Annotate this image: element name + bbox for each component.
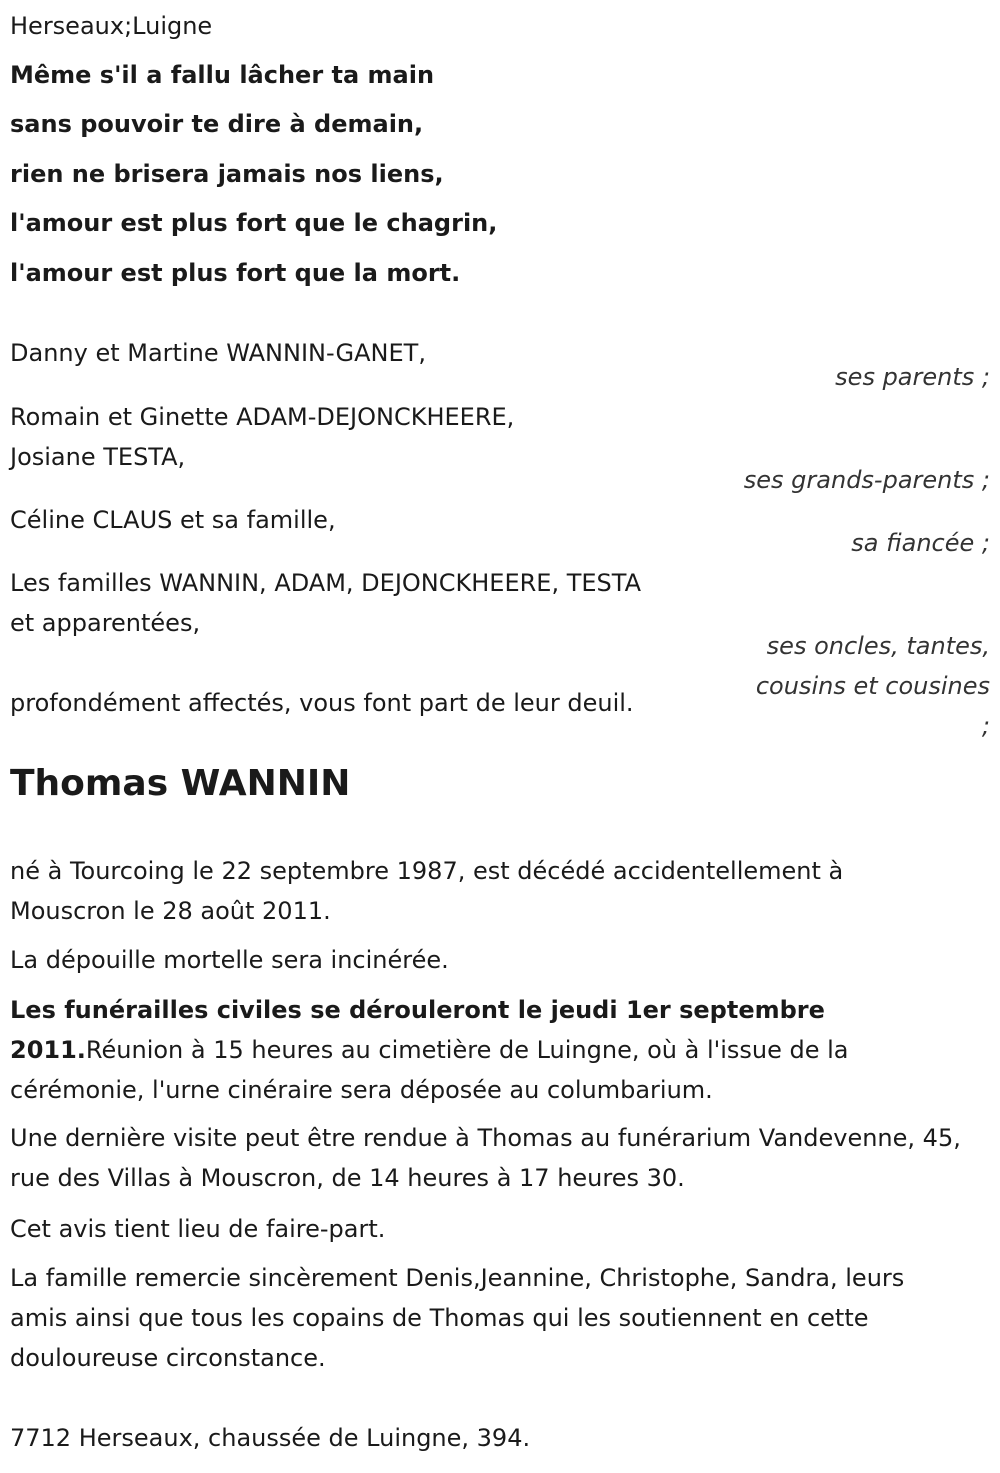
birth-text: né à Tourcoing le 22 septembre 1987, est décédé accidentellement à Mouscron le 28 août 2011. bbox=[10, 857, 844, 925]
funeral-rest: Réunion à 15 heures au cimetière de Luingne, où à l'issue de la cérémonie, l'urne cinéraire sera déposée au columbarium. bbox=[10, 1036, 849, 1104]
fiancee-name: Céline CLAUS et sa famille, bbox=[10, 506, 336, 534]
parents-names: Danny et Martine WANNIN-GANET, bbox=[10, 339, 426, 367]
funeral-bold: Les funérailles civiles se dérouleront le jeudi 1er septembre 2011. bbox=[10, 996, 825, 1064]
families-names: et apparentées, bbox=[10, 609, 201, 637]
poem-line: Même s'il a fallu lâcher ta main bbox=[10, 61, 435, 89]
families-role: ; bbox=[981, 712, 990, 740]
families-names: Les familles WANNIN, ADAM, DEJONCKHEERE, TESTA bbox=[10, 569, 641, 597]
cremation-text: La dépouille mortelle sera incinérée. bbox=[10, 946, 449, 974]
poem-line: rien ne brisera jamais nos liens, bbox=[10, 160, 444, 188]
grandparents-role: ses grands-parents ; bbox=[743, 466, 990, 494]
notice-text: Cet avis tient lieu de faire-part. bbox=[10, 1215, 386, 1243]
funeral-paragraph bbox=[10, 990, 930, 1110]
poem-line: l'amour est plus fort que la mort. bbox=[10, 259, 461, 287]
address: 7712 Herseaux, chaussée de Luingne, 394. bbox=[10, 1424, 531, 1452]
header-location: Herseaux;Luigne bbox=[10, 12, 213, 40]
grandparents-names: Josiane TESTA, bbox=[10, 443, 186, 471]
thanks-text: La famille remercie sincèrement Denis,Jeannine, Christophe, Sandra, leurs amis ainsi que tous les copains de Thomas qui les soutiennent en cette douloureuse circonstance. bbox=[10, 1264, 905, 1372]
parents-role: ses parents ; bbox=[835, 363, 990, 391]
poem-line: l'amour est plus fort que le chagrin, bbox=[10, 209, 498, 237]
fiancee-role: sa fiancée ; bbox=[851, 529, 990, 557]
grandparents-names: Romain et Ginette ADAM-DEJONCKHEERE, bbox=[10, 403, 515, 431]
visit-text: Une dernière visite peut être rendue à Thomas au funérarium Vandevenne, 45, rue des Villas à Mouscron, de 14 heures à 17 heures 30. bbox=[10, 1124, 961, 1192]
families-role: cousins et cousines bbox=[755, 672, 990, 700]
closing-text: profondément affectés, vous font part de leur deuil. bbox=[10, 689, 634, 717]
families-role: ses oncles, tantes, bbox=[766, 632, 990, 660]
poem-line: sans pouvoir te dire à demain, bbox=[10, 110, 424, 138]
deceased-name: Thomas WANNIN bbox=[10, 763, 351, 804]
